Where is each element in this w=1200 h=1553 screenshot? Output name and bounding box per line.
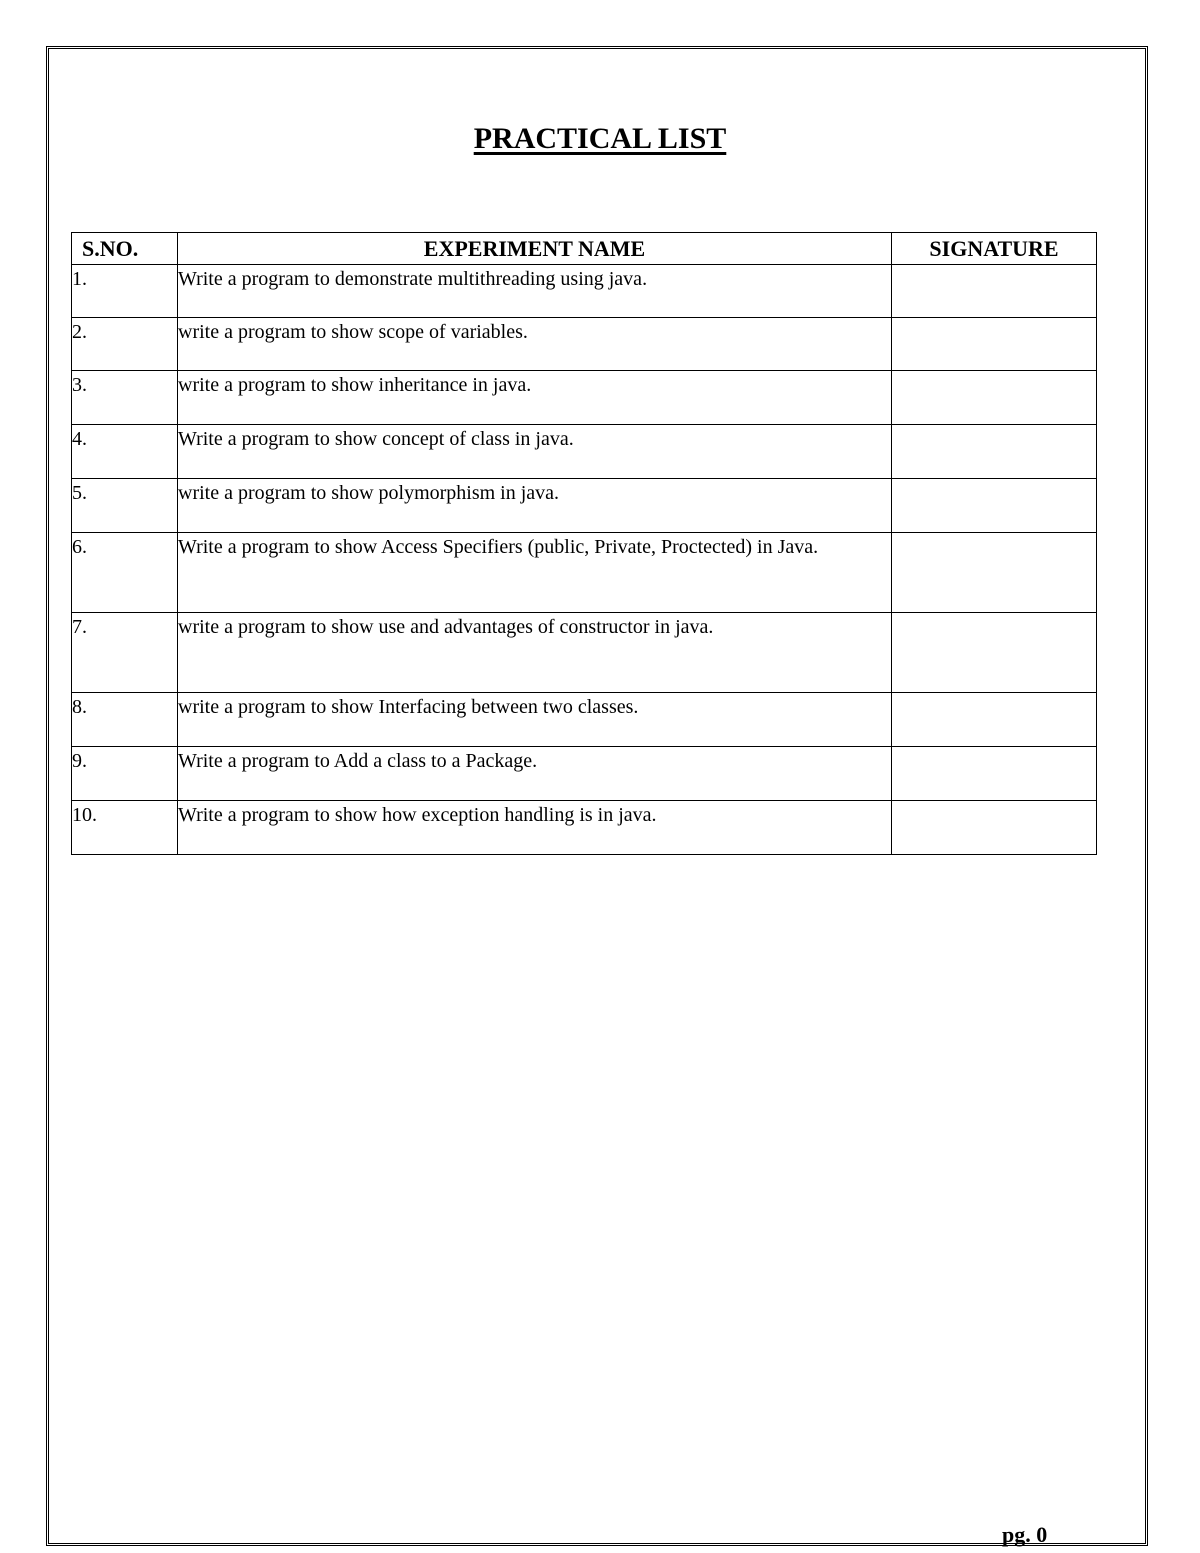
header-signature: SIGNATURE — [892, 233, 1097, 265]
cell-sno: 9. — [72, 747, 178, 801]
cell-sno: 10. — [72, 801, 178, 855]
cell-experiment: Write a program to show how exception handling is in java. — [178, 801, 892, 855]
cell-sno: 4. — [72, 425, 178, 479]
cell-sno: 1. — [72, 265, 178, 318]
cell-sno: 2. — [72, 318, 178, 371]
page-title: PRACTICAL LIST — [473, 122, 727, 155]
cell-signature — [892, 533, 1097, 613]
table-row — [72, 479, 1097, 533]
table-row — [72, 371, 1097, 425]
table-row — [72, 801, 1097, 855]
table-row — [72, 425, 1097, 479]
cell-signature — [892, 425, 1097, 479]
practical-table — [71, 232, 1097, 855]
cell-signature — [892, 613, 1097, 693]
header-experiment-name: EXPERIMENT NAME — [178, 233, 892, 265]
cell-experiment: Write a program to demonstrate multithreading using java. — [178, 265, 892, 318]
table-row — [72, 318, 1097, 371]
cell-signature — [892, 693, 1097, 747]
cell-experiment: write a program to show polymorphism in java. — [178, 479, 892, 533]
cell-signature — [892, 265, 1097, 318]
cell-signature — [892, 371, 1097, 425]
cell-experiment: Write a program to show Access Specifiers (public, Private, Proctected) in Java. — [178, 533, 892, 613]
table-header-row — [72, 233, 1097, 265]
cell-sno: 6. — [72, 533, 178, 613]
table-row — [72, 693, 1097, 747]
cell-signature — [892, 747, 1097, 801]
table-row — [72, 265, 1097, 318]
cell-experiment: write a program to show use and advantages of constructor in java. — [178, 613, 892, 693]
cell-signature — [892, 801, 1097, 855]
cell-sno: 8. — [72, 693, 178, 747]
cell-experiment: write a program to show inheritance in java. — [178, 371, 892, 425]
cell-experiment: Write a program to Add a class to a Package. — [178, 747, 892, 801]
cell-signature — [892, 479, 1097, 533]
cell-experiment: write a program to show scope of variables. — [178, 318, 892, 371]
cell-sno: 5. — [72, 479, 178, 533]
cell-sno: 3. — [72, 371, 178, 425]
table-row — [72, 613, 1097, 693]
cell-signature — [892, 318, 1097, 371]
page-number: pg. 0 — [1002, 1522, 1048, 1547]
cell-experiment: write a program to show Interfacing between two classes. — [178, 693, 892, 747]
table-row — [72, 747, 1097, 801]
header-sno: S.NO. — [72, 233, 178, 265]
cell-experiment: Write a program to show concept of class in java. — [178, 425, 892, 479]
cell-sno: 7. — [72, 613, 178, 693]
table-row — [72, 533, 1097, 613]
